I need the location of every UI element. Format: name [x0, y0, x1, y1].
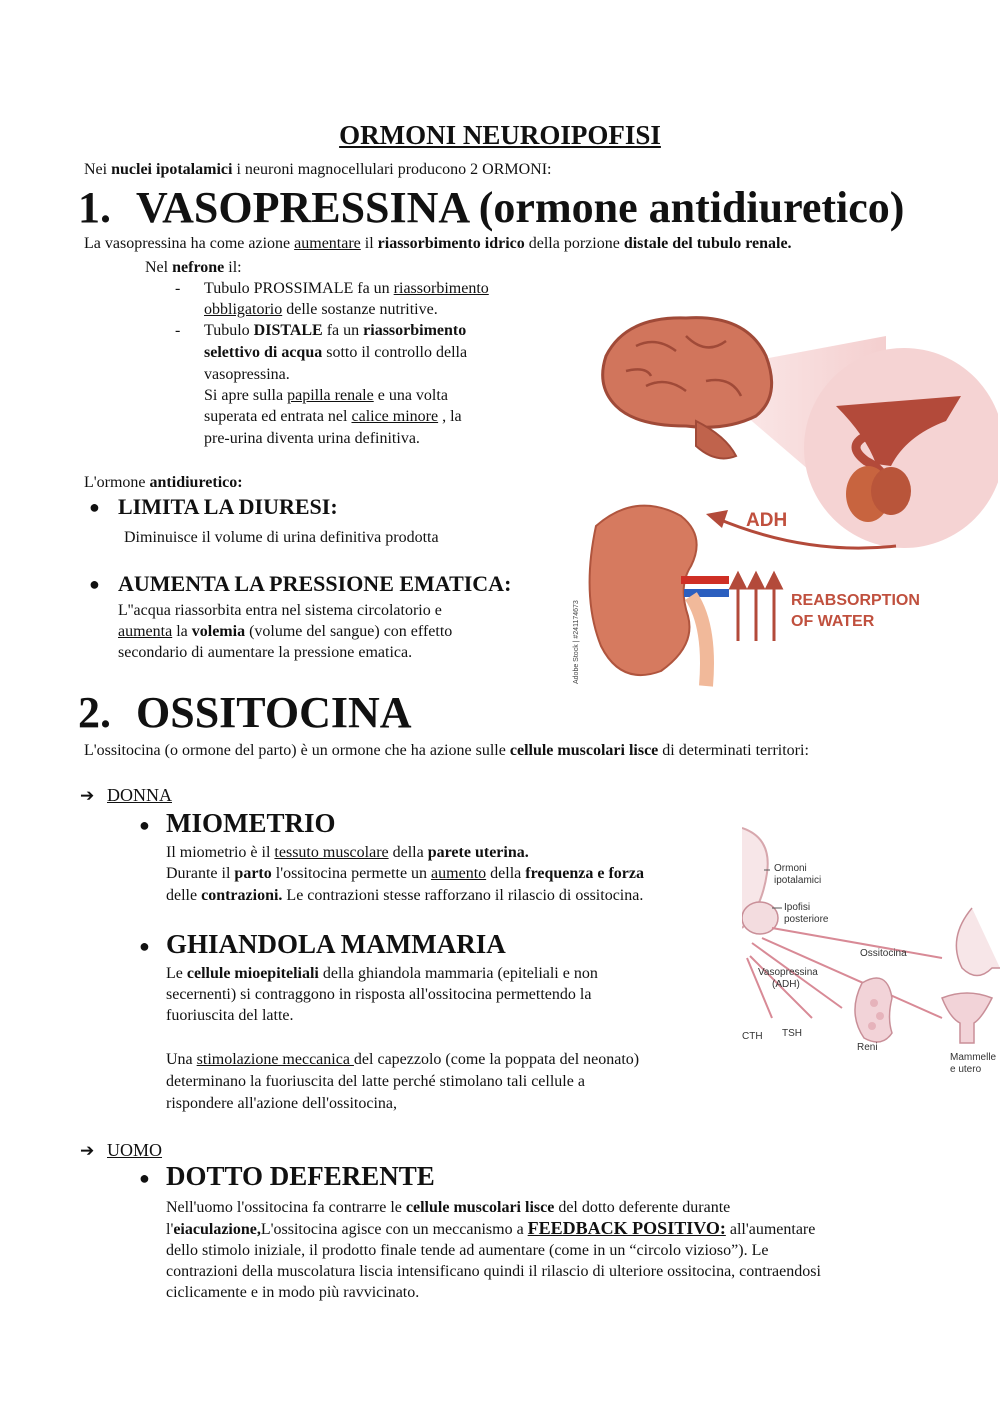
list-dash-1: - [175, 280, 181, 297]
li1-line2 [204, 299, 438, 321]
dotto-l5: ciclicamente e in modo più ravvicinato. [166, 1284, 420, 1301]
bullet-ghiandola: ● [139, 936, 150, 956]
mio-l1d: parete uterina. [427, 844, 529, 861]
ghiandola-l5: determinano la fuoriuscita del latte perché stimolano tali cellule a [166, 1073, 585, 1090]
s2p1-b: cellule muscolari lisce [509, 742, 659, 759]
mio-l2b: parto [234, 865, 272, 882]
li2-i: papilla renale [287, 387, 374, 404]
intro-text [84, 159, 551, 181]
dotto-l1 [166, 1197, 730, 1219]
nef-c: il: [224, 259, 242, 276]
li2-h: Si apre sulla [204, 387, 288, 404]
label-tsh: TSH [782, 1028, 802, 1039]
ghi-l4c: del capezzolo (come la poppata del neonato) [353, 1051, 640, 1068]
miometrio-title: MIOMETRIO [166, 808, 336, 838]
s2p1-c: di determinati territori: [658, 742, 809, 759]
bullet-dotto: ● [139, 1168, 150, 1188]
ghiandola-l6: rispondere all'azione dell'ossitocina, [166, 1095, 398, 1112]
li2-line1 [204, 320, 466, 342]
b2-l2c: volemia [191, 623, 246, 640]
donna-label: DONNA [107, 785, 172, 805]
section1-number: 1. [78, 183, 111, 232]
arrow-uomo-icon: ➔ [80, 1141, 95, 1160]
mio-l2c: l'ossitocina permette un [271, 865, 432, 882]
li2-f: sotto il controllo della [322, 344, 468, 361]
adh-illustration [566, 296, 998, 688]
li2-d: riassorbimento [363, 322, 467, 339]
kidney-shape [590, 506, 697, 676]
label-mammelle-1: Mammelle [950, 1052, 997, 1063]
bullet2-title: AUMENTA LA PRESSIONE EMATICA: [118, 571, 512, 596]
li2-j: e una volta [373, 387, 448, 404]
li1-line1 [204, 278, 489, 300]
label-ormoni-2: ipotalamici [774, 875, 822, 886]
mio-l2f: frequenza e forza [525, 865, 645, 882]
label-vaso-1: Vasopressina [758, 967, 818, 978]
bullet2-l1: L''acqua riassorbita entra nel sistema circolatorio e [118, 602, 442, 619]
li1-d: delle sostanze nutritive. [282, 301, 438, 318]
dot-l2c: L'ossitocina agisce con un meccanismo a [260, 1221, 528, 1238]
orm-b: antidiuretico: [149, 474, 243, 491]
label-vaso-2: (ADH) [772, 979, 800, 990]
figure-credit: Adobe Stock | #241174673 [573, 600, 580, 684]
ghiandola-l4 [166, 1049, 639, 1071]
ghiandola-l3: fuoriuscita del latte. [166, 1007, 294, 1024]
adh-label: ADH [746, 510, 788, 531]
brain-shape [603, 318, 772, 428]
dot-l1b: cellule muscolari lisce [405, 1199, 555, 1216]
orm-a: L'ormone [84, 474, 150, 491]
li2-line4 [204, 385, 448, 407]
dot-l2a: l' [166, 1221, 174, 1238]
dot-l1a: Nell'uomo l'ossitocina fa contrarre le [166, 1199, 406, 1216]
li2-m: , la [438, 408, 462, 425]
ghi-l1b: cellule mioepiteliali [186, 965, 319, 982]
label-ipofisi-1: Ipofisi [784, 902, 811, 913]
miometrio-l1 [166, 842, 529, 864]
reabsorption-label-2: OF WATER [791, 613, 875, 630]
dot-l2b: eiaculazione, [173, 1221, 261, 1238]
li1-b: riassorbimento [393, 280, 489, 297]
mio-l3a: delle [166, 887, 202, 904]
li2-line3: vasopressina. [204, 366, 290, 383]
mio-l3b: contrazioni. [201, 887, 283, 904]
ghi-l1a: Le [166, 965, 187, 982]
li2-line6: pre-urina diventa urina definitiva. [204, 430, 420, 447]
mio-l2a: Durante il [166, 865, 235, 882]
s1p1-e: della porzione [524, 235, 624, 252]
pituitary-shape [742, 902, 778, 934]
mio-l1b: tessuto muscolare [274, 844, 389, 861]
nef-b: nefrone [172, 259, 225, 276]
list-dash-2: - [175, 322, 181, 339]
nefrone-line [145, 257, 242, 279]
intro-b: nuclei ipotalamici [111, 161, 233, 178]
reabsorption-arrows-icon [731, 574, 781, 641]
ghi-l1c: della ghiandola mammaria (epiteliali e non [318, 965, 598, 982]
bullet-2: ● [89, 574, 100, 594]
bullet2-l3: secondario di aumentare la pressione ematica. [118, 644, 413, 661]
anterior-pituitary-shape [871, 467, 911, 515]
intro-a: Nei [84, 161, 112, 178]
dotto-title: DOTTO DEFERENTE [166, 1161, 435, 1191]
dot-l2d: FEEDBACK POSITIVO: [527, 1218, 726, 1238]
b2-l2d: (volume del sangue) con effetto [245, 623, 453, 640]
ghiandola-l2: secernenti) si contraggono in risposta all'ossitocina permettendo la [166, 986, 592, 1003]
s1p1-d: riassorbimento idrico [377, 235, 525, 252]
s2p1-a: L'ossitocina (o ormone del parto) è un ormone che ha azione sulle [84, 742, 510, 759]
ghiandola-l1 [166, 963, 598, 985]
label-acth: CTH [742, 1031, 763, 1042]
section2-heading: OSSITOCINA [136, 688, 412, 737]
renal-vein-shape [684, 589, 729, 597]
dotto-l2 [166, 1218, 815, 1241]
li2-k: superata ed entrata nel [204, 408, 352, 425]
s1p1-f: distale del tubulo renale. [623, 235, 792, 252]
miometrio-l3 [166, 885, 643, 907]
kidney-icon [855, 978, 892, 1042]
reabsorption-label-1: REABSORPTION [791, 592, 920, 609]
li2-b: DISTALE [253, 322, 323, 339]
s1p1-a: La vasopressina ha come azione [84, 235, 295, 252]
ghiandola-title: GHIANDOLA MAMMARIA [166, 929, 506, 959]
bullet1-title: LIMITA LA DIURESI: [118, 494, 338, 519]
arrow-donna-icon: ➔ [80, 786, 95, 805]
label-reni: Reni [857, 1042, 878, 1053]
dotto-l4: contrazioni della muscolatura liscia intensificano quindi il rilascio di ulteriore ossitocina, contraendosi [166, 1263, 821, 1280]
section1-heading: VASOPRESSINA (ormone antidiuretico) [136, 183, 905, 232]
nef-a: Nel [145, 259, 173, 276]
label-ossitocina: Ossitocina [860, 948, 907, 959]
label-ormoni-1: Ormoni [774, 863, 807, 874]
li2-l: calice minore [351, 408, 439, 425]
uomo-label: UOMO [107, 1140, 163, 1160]
li1-c: obbligatorio [204, 301, 283, 318]
bullet-1: ● [89, 497, 100, 517]
s2-paragraph [84, 740, 809, 762]
dot-l1c: del dotto deferente durante [554, 1199, 731, 1216]
ghi-l4a: Una [166, 1051, 197, 1068]
oxytocin-diagram [742, 818, 1000, 1076]
label-ipofisi-2: posteriore [784, 914, 829, 925]
bullet2-l2 [118, 621, 452, 643]
li1-a: Tubulo PROSSIMALE fa un [204, 280, 394, 297]
intro-c: i neuroni magnocellulari producono 2 ORMONI: [232, 161, 552, 178]
dotto-l3: dello stimolo iniziale, il prodotto finale tende ad aumentare (come in un “circolo vizioso”). Le [166, 1242, 769, 1259]
label-mammelle-2: e utero [950, 1064, 982, 1075]
mio-l1a: Il miometrio è il [166, 844, 275, 861]
s1p1-b: aumentare [294, 235, 361, 252]
bullet-miometrio: ● [139, 815, 150, 835]
mio-l3c: Le contrazioni stesse rafforzano il rilascio di ossitocina. [282, 887, 644, 904]
s1p1-c: il [360, 235, 378, 252]
mio-l1c: della [388, 844, 428, 861]
b2-l2b: la [172, 623, 192, 640]
ghi-l4b: stimolazione meccanica [196, 1051, 354, 1068]
bullet1-text: Diminuisce il volume di urina definitiva prodotta [124, 529, 439, 546]
li2-c: fa un [322, 322, 364, 339]
dot-l2e: all'aumentare [725, 1221, 816, 1238]
ormone-line [84, 472, 243, 494]
s1-paragraph [84, 233, 792, 255]
li2-line2 [204, 342, 467, 364]
li2-e: selettivo di acqua [204, 344, 323, 361]
page-title-text: ORMONI NEUROIPOFISI [339, 120, 661, 150]
mio-l2d: aumento [431, 865, 487, 882]
section2-number: 2. [78, 688, 111, 737]
page-title [0, 120, 1000, 151]
mio-l2e: della [486, 865, 526, 882]
renal-artery-shape [681, 576, 729, 584]
b2-l2a: aumenta [118, 623, 173, 640]
li2-a: Tubulo [204, 322, 254, 339]
li2-line5 [204, 406, 462, 428]
miometrio-l2 [166, 863, 644, 885]
